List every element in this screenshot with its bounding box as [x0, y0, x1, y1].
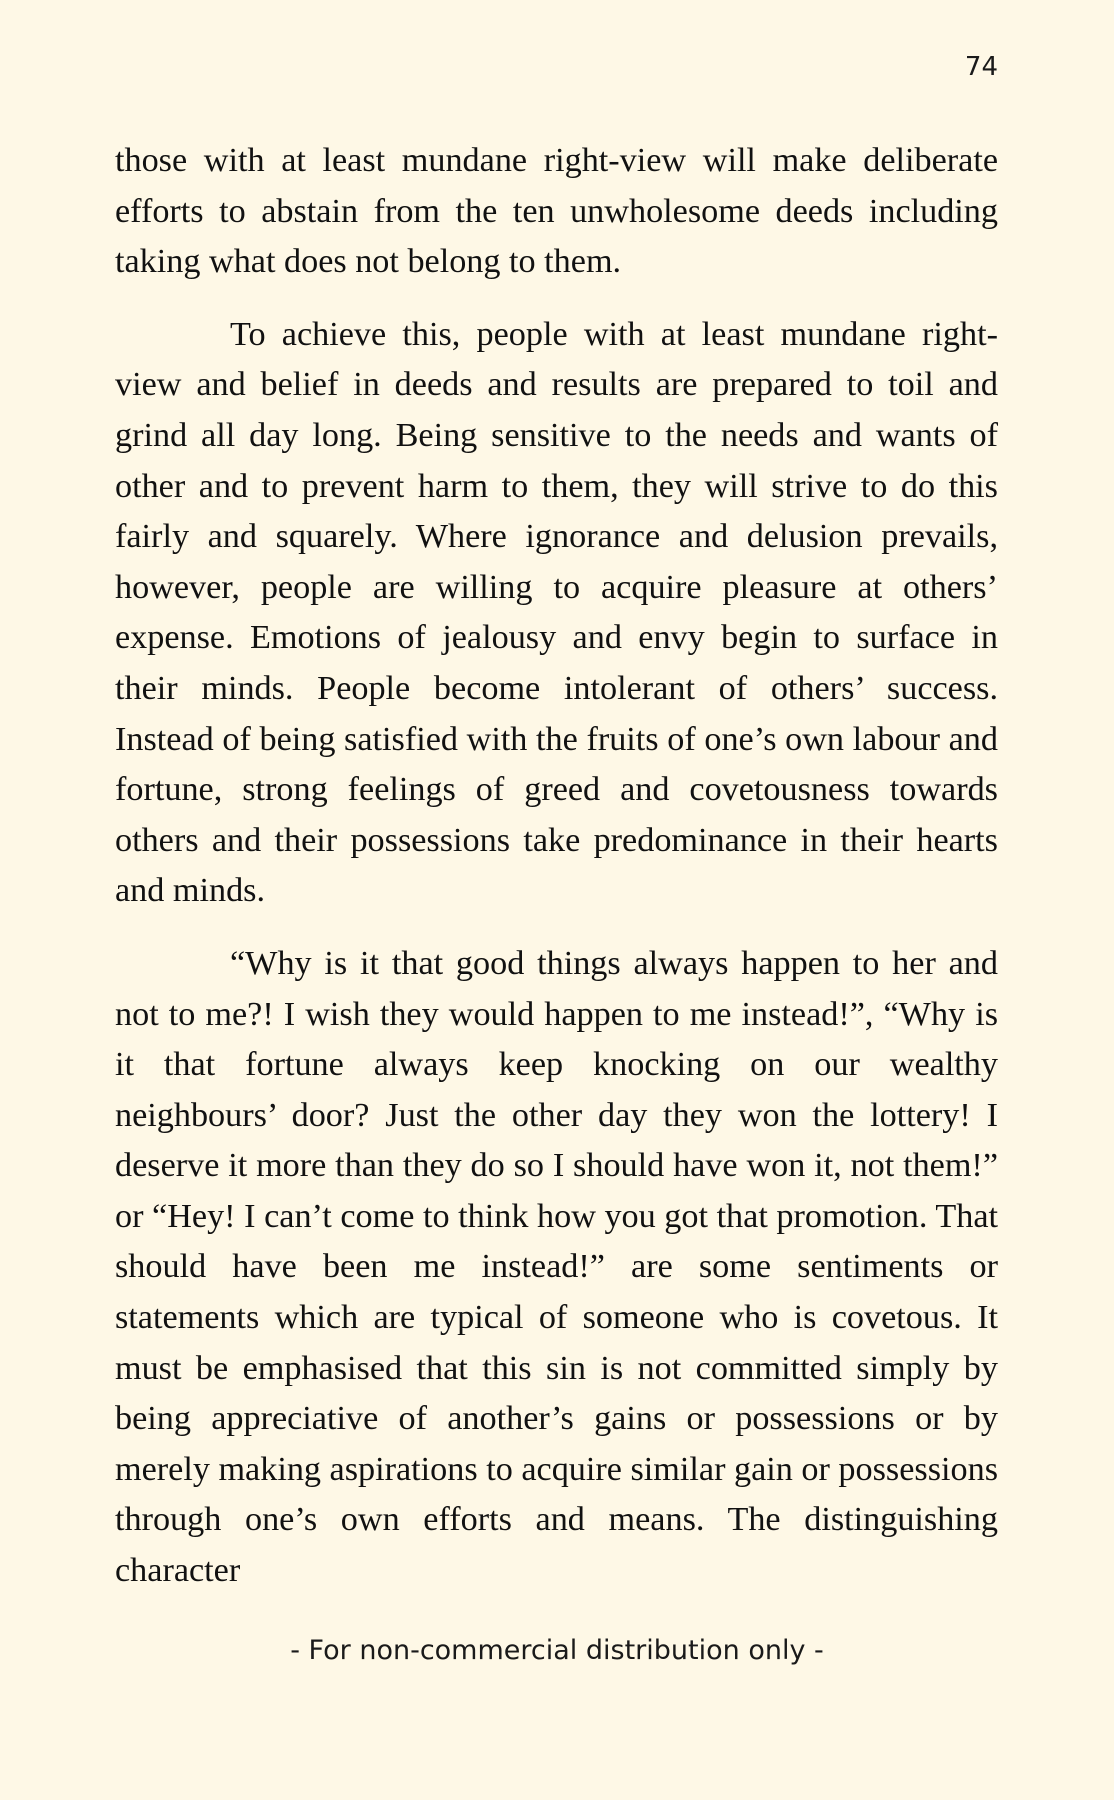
paragraph-covetous-sentiments: “Why is it that good things always happen to her and not to me?! I wish they would happen to me instead!”, “Why is it that fortune always keep knocking on our wealthy neighbours’ door? Just the other day they won the lottery! I deserve it more than they do so I should have won it, not them!” or “Hey! I can’t come to think how you got that promotion. That should have been me instead!” are some sentiments or statements which are typical of someone who is covetous. It must be emphasised that this sin is not committed simply by being appreciative of another’s gains or possessions or by merely making aspirations to acquire similar gain or possessions through one’s own efforts and means. The distinguishing character [115, 944, 998, 1590]
paragraph-continuation: those with at least mundane right-view will make deliberate efforts to abstain from the ten unwholesome deeds including taking what does not belong to them. [115, 142, 998, 281]
paragraph-toil-and-grind: To achieve this, people with at least mundane right-view and belief in deeds and results are prepared to toil and grind all day long. Being sensitive to the needs and wants of other and to prevent harm to them, they will strive to do this fairly and squarely. Where ignorance and delusion prevails, however, people are willing to acquire pleasure at others’ expense. Emotions of jealousy and envy begin to surface in their minds. People become intolerant of others’ success. Instead of being satisfied with the fruits of one’s own labour and fortune, strong feelings of greed and covetousness towards others and their possessions take predominance in their hearts and minds. [115, 315, 998, 910]
body-text [115, 136, 998, 1619]
distribution-footer: - For non-commercial distribution only - [290, 1635, 824, 1666]
page-number: 74 [964, 52, 998, 82]
